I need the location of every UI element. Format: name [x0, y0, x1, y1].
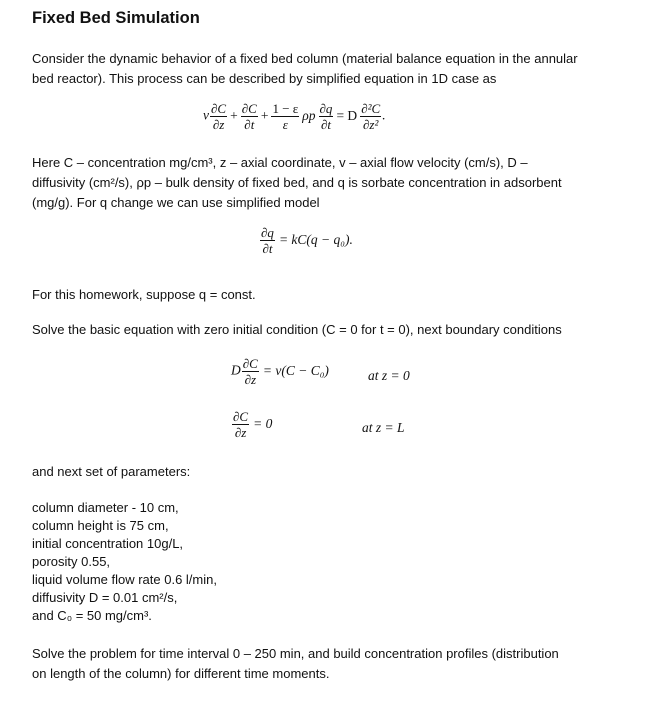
diffusivity-symbol: D: [231, 362, 241, 378]
numerator: ∂C: [233, 409, 249, 424]
definitions-line: diffusivity (cm²/s), ρp – bulk density of fixed bed, and q is sorbate concentration in adsorbent: [32, 175, 562, 190]
balance-equation: [203, 102, 386, 131]
inlet-rhs: = v(C − C₀): [262, 362, 329, 378]
denominator: ∂z: [212, 117, 225, 132]
bulk-density-symbol: ρp: [302, 107, 316, 123]
outlet-condition-label: at z = L: [362, 420, 405, 435]
definitions-line: (mg/g). For q change we can use simplified model: [32, 195, 320, 210]
homework-line: For this homework, suppose q = const.: [32, 287, 256, 302]
denominator: ε: [282, 117, 288, 132]
numerator: ∂C: [211, 101, 227, 116]
denominator: ∂z: [234, 425, 247, 440]
plus-sign: +: [260, 107, 269, 123]
fraction-dC-dz: [242, 357, 259, 386]
parameters-intro: and next set of parameters:: [32, 464, 191, 479]
solve-line: Solve the basic equation with zero initial condition (C = 0 for t = 0), next boundary conditions: [32, 322, 562, 337]
parameter-item: column diameter - 10 cm,: [32, 500, 179, 515]
velocity-symbol: v: [203, 107, 209, 123]
fraction-porosity: [271, 102, 299, 131]
final-task-paragraph: [32, 644, 632, 684]
numerator: ∂q: [319, 101, 333, 116]
fraction-dq-dt: [260, 226, 275, 255]
fraction-dq-dt: [319, 102, 334, 131]
fraction-dC-dt: [241, 102, 258, 131]
definitions-line: Here C – concentration mg/cm³, z – axial coordinate, v – axial flow velocity (cm/s), D –: [32, 155, 528, 170]
numerator: ∂q: [261, 225, 274, 240]
fraction-dC-dz: [210, 102, 227, 131]
intro-line: bed reactor). This process can be described by simplified equation in 1D case as: [32, 71, 497, 86]
final-task-line: Solve the problem for time interval 0 – 250 min, and build concentration profiles (distribution: [32, 646, 559, 661]
denominator: ∂z: [244, 372, 257, 387]
equals-D: = D: [336, 107, 358, 123]
numerator: ∂C: [241, 101, 257, 116]
numerator: ∂C: [242, 356, 258, 371]
plus-sign: +: [230, 107, 238, 123]
outlet-rhs: = 0: [253, 415, 273, 431]
definitions-paragraph: [32, 153, 632, 213]
parameter-item: diffusivity D = 0.01 cm²/s,: [32, 590, 178, 605]
rate-equation: [259, 226, 353, 255]
boundary-condition-outlet: [231, 410, 272, 439]
fraction-dC-dz: [232, 410, 249, 439]
boundary-condition-inlet: [231, 357, 329, 386]
denominator: ∂z²: [362, 117, 379, 132]
intro-paragraph: [32, 49, 632, 89]
denominator: ∂t: [244, 117, 255, 132]
numerator: 1 − ε: [272, 101, 299, 116]
denominator: ∂t: [262, 241, 273, 256]
parameter-item: porosity 0.55,: [32, 554, 111, 569]
numerator: ∂²C: [361, 101, 381, 116]
rate-rhs: = kC(q − q₀).: [278, 231, 353, 247]
parameter-list: [32, 499, 632, 625]
inlet-condition-label: at z = 0: [368, 368, 410, 383]
parameter-item: liquid volume flow rate 0.6 l/min,: [32, 572, 217, 587]
denominator: ∂t: [320, 117, 331, 132]
parameter-item: and C₀ = 50 mg/cm³.: [32, 608, 152, 623]
intro-line: Consider the dynamic behavior of a fixed bed column (material balance equation in the annular: [32, 51, 578, 66]
final-task-line: on length of the column) for different time moments.: [32, 666, 330, 681]
parameter-item: initial concentration 10g/L,: [32, 536, 184, 551]
fraction-d2C-dz2: [360, 102, 381, 131]
parameter-item: column height is 75 cm,: [32, 518, 169, 533]
period: .: [382, 107, 386, 123]
page-title: Fixed Bed Simulation: [32, 9, 200, 27]
